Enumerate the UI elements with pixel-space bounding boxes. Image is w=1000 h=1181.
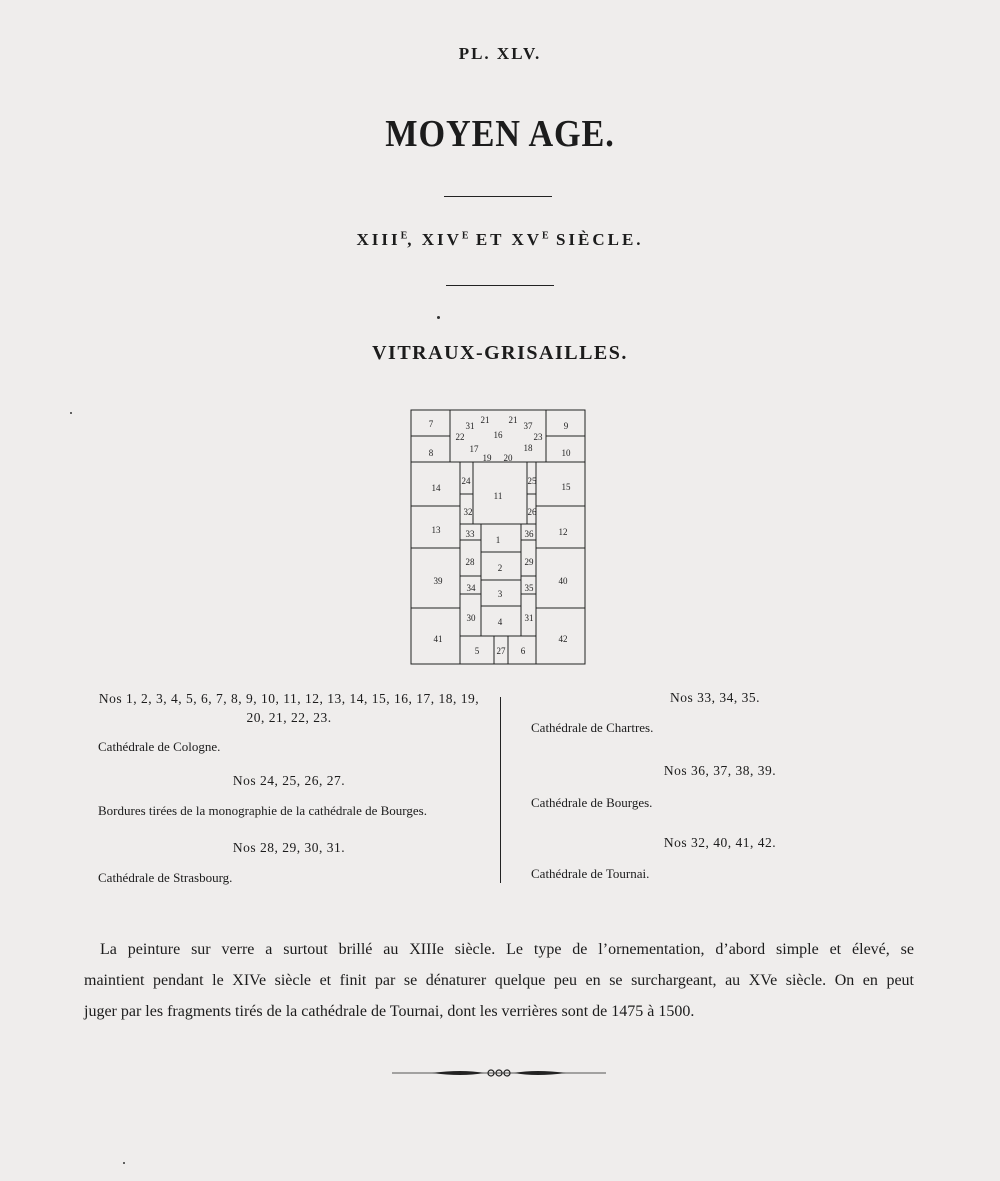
diagram-label: 36	[524, 529, 534, 539]
legend-numbers-3: Nos 28, 29, 30, 31.	[232, 840, 346, 855]
legend-location-6: Cathédrale de Tournai.	[531, 866, 650, 881]
legend-location-2: Bordures tirées de la monographie de la cathédrale de Bourges.	[98, 803, 427, 818]
century-sup-3: E	[542, 230, 549, 242]
diagram-label: 15	[561, 482, 571, 492]
speck	[437, 316, 440, 319]
diagram-label: 1	[495, 535, 501, 545]
description-paragraph	[84, 934, 914, 1027]
diagram-label: 14	[431, 483, 441, 493]
diagram-label: 5	[474, 646, 480, 656]
diagram-label: 6	[520, 646, 526, 656]
century-xv: XV	[511, 230, 543, 249]
diagram-label: 4	[497, 617, 503, 627]
paragraph-line-3: juger par les fragments tirés de la cathédrale de Tournai, dont les verrières sont de 1475 à 1500.	[84, 1003, 695, 1020]
diagram-label: 30	[466, 613, 476, 623]
diagram-label: 41	[433, 634, 443, 644]
diagram-label: 16	[493, 430, 503, 440]
diagram-label: 3	[497, 589, 503, 599]
diagram-label: 19	[482, 453, 492, 463]
diagram-label: 8	[428, 448, 434, 458]
plate-number: PL. XLV.	[458, 44, 542, 63]
diagram-label: 24	[461, 476, 471, 486]
diagram-label: 31	[524, 613, 534, 623]
diagram-label: 28	[465, 557, 475, 567]
diagram-label: 22	[455, 432, 465, 442]
legend-location-5: Cathédrale de Bourges.	[531, 795, 653, 810]
diagram-label: 23	[533, 432, 543, 442]
diagram-label: 31	[465, 421, 475, 431]
diagram-label: 26	[527, 507, 537, 517]
title-divider	[444, 196, 552, 197]
speck	[123, 1162, 125, 1164]
diagram-label: 2	[497, 563, 503, 573]
paragraph-line-2: maintient pendant le XIVe siècle et finit par se dénaturer quelque peu en se surchargeant, au XVe siècle. On en peut	[84, 972, 914, 989]
diagram-label: 27	[496, 646, 506, 656]
page-title: MOYEN AGE.	[385, 113, 615, 155]
legend-location-3: Cathédrale de Strasbourg.	[98, 870, 233, 885]
century-sup-2: E	[461, 230, 469, 242]
legend-numbers-4: Nos 33, 34, 35.	[669, 690, 760, 705]
diagram-label: 32	[463, 507, 473, 517]
century-xiii: XIII	[356, 230, 401, 249]
diagram-label: 12	[558, 527, 568, 537]
diagram-label: 37	[523, 421, 533, 431]
diagram-label: 39	[433, 576, 443, 586]
legend-column-divider	[500, 697, 501, 883]
legend-location-1: Cathédrale de Cologne.	[98, 739, 221, 754]
century-sup-1: E	[400, 230, 408, 242]
paragraph-line-1: La peinture sur verre a surtout brillé au XIIIe siècle. Le type de l’ornementation, d’abord simple et élevé, se	[100, 941, 914, 958]
century-xiv: XIV	[421, 230, 462, 249]
diagram-label: 11	[493, 491, 503, 501]
century-et: ET	[475, 230, 505, 249]
legend-numbers-1: Nos 1, 2, 3, 4, 5, 6, 7, 8, 9, 10, 11, 12, 13, 14, 15, 16, 17, 18, 19,	[98, 691, 480, 706]
diagram-label: 29	[524, 557, 534, 567]
diagram-label: 18	[523, 443, 533, 453]
diagram-label: 7	[428, 419, 434, 429]
diagram-label: 9	[563, 421, 569, 431]
diagram-label: 33	[465, 529, 475, 539]
diagram-label: 10	[561, 448, 571, 458]
diagram-label: 34	[466, 583, 476, 593]
legend-numbers-1-cont: 20, 21, 22, 23.	[246, 710, 332, 725]
diagram-label: 21	[508, 415, 518, 425]
legend-location-4: Cathédrale de Chartres.	[531, 720, 654, 735]
diagram-label: 13	[431, 525, 441, 535]
century-heading: $XIII^E$, $XIV^E$ ET $XV^E$ SIÈCLE.	[356, 230, 644, 249]
diagram-label: 17	[469, 444, 479, 454]
section-subtitle: VITRAUX-GRISAILLES.	[372, 342, 628, 364]
diagram-label: 35	[524, 583, 534, 593]
speck	[70, 412, 72, 414]
legend-numbers-5: Nos 36, 37, 38, 39.	[663, 763, 777, 778]
century-word: SIÈCLE.	[555, 230, 644, 249]
plate-layout-diagram	[408, 408, 590, 668]
diagram-label: 21	[480, 415, 490, 425]
legend-numbers-2: Nos 24, 25, 26, 27.	[232, 773, 346, 788]
diagram-label: 42	[558, 634, 568, 644]
diagram-label: 40	[558, 576, 568, 586]
diagram-label: 20	[503, 453, 513, 463]
tailpiece-ornament	[392, 1066, 606, 1080]
century-divider	[446, 285, 554, 286]
diagram-label: 25	[527, 476, 537, 486]
legend-numbers-6: Nos 32, 40, 41, 42.	[663, 835, 777, 850]
